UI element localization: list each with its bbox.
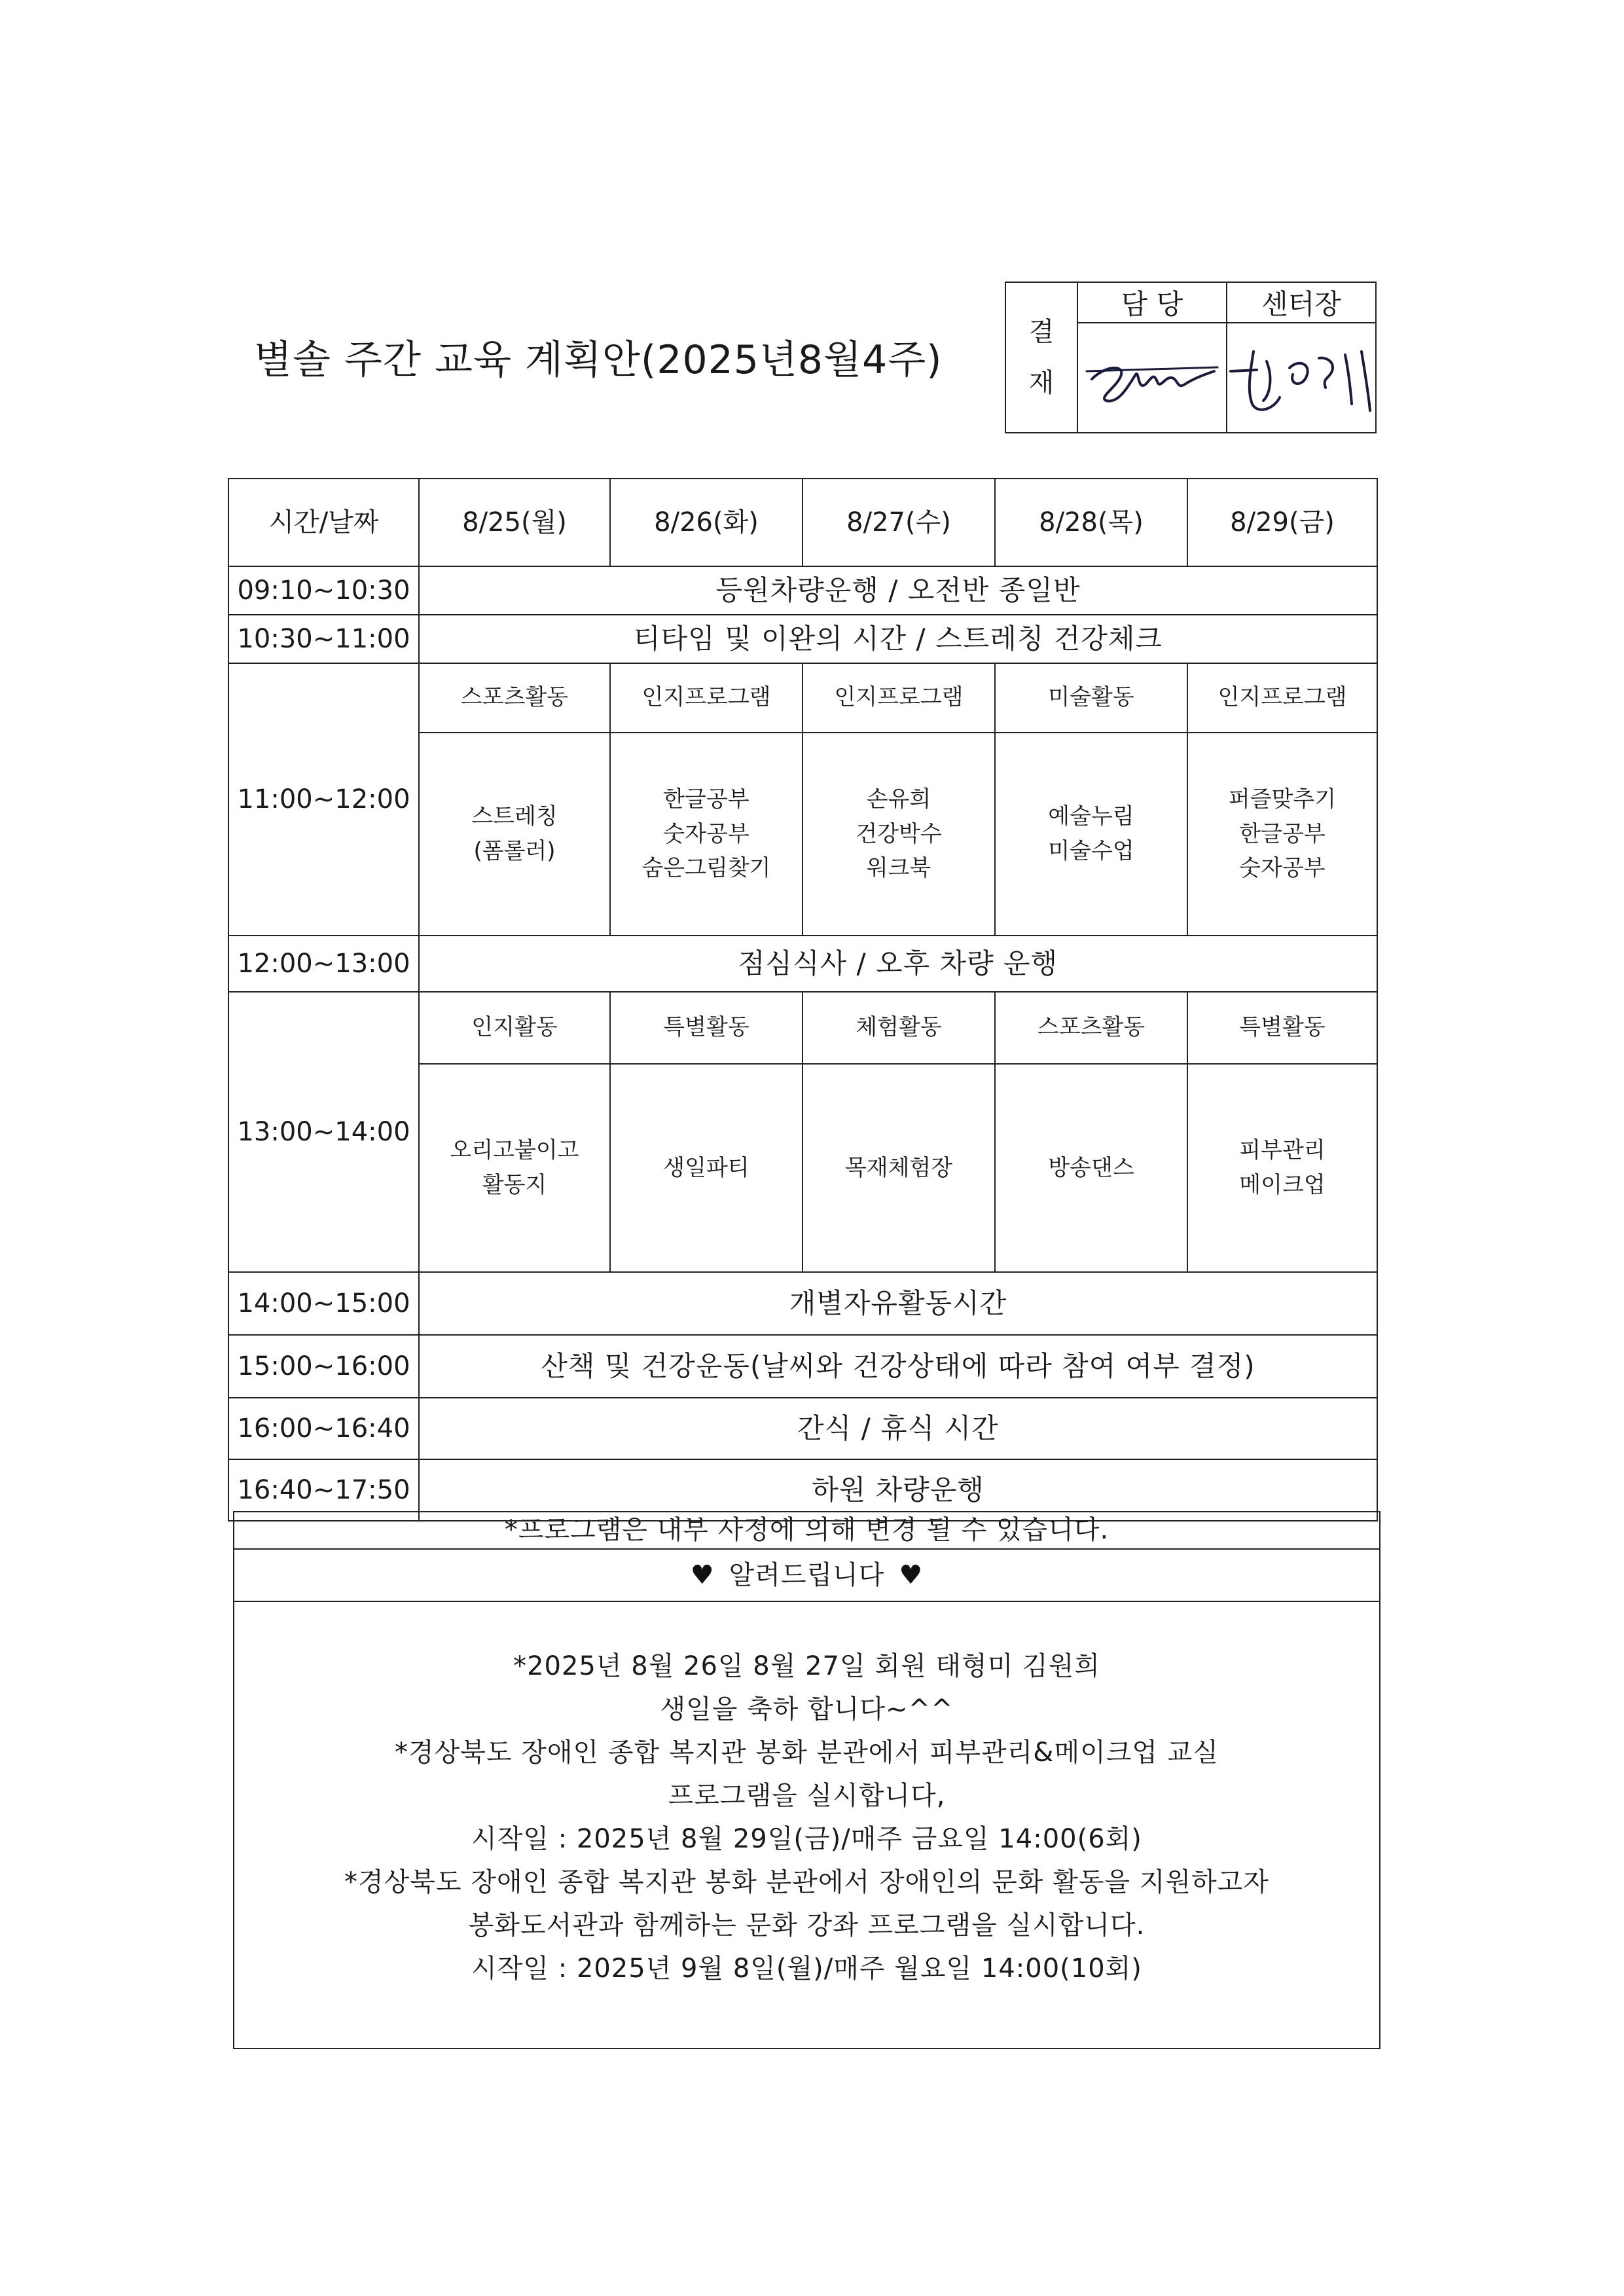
category-cell: 특별활동 — [610, 992, 803, 1064]
approval-box — [1005, 282, 1377, 433]
program-cell: 오리고붙이고 활동지 — [419, 1064, 610, 1272]
program-cell: 한글공부 숫자공부 숨은그림찾기 — [610, 733, 803, 936]
category-cell: 스포츠활동 — [995, 992, 1187, 1064]
schedule-row — [228, 1272, 1377, 1335]
announcement-heading: 알려드립니다 — [729, 1560, 885, 1590]
header-day-wed: 8/27(수) — [803, 479, 995, 566]
announcement-line: 봉화도서관과 함께하는 문화 강좌 프로그램을 실시합니다. — [468, 1910, 1146, 1941]
program-cell: 예술누림 미술수업 — [995, 733, 1187, 936]
announcement-line: 시작일 : 2025년 9월 8일(월)/매주 월요일 14:00(10회) — [471, 1954, 1142, 1984]
activity-cell: 산책 및 건강운동(날씨와 건강상태에 따라 참여 여부 결정) — [419, 1335, 1377, 1398]
category-row — [228, 992, 1377, 1064]
program-cell: 피부관리 메이크업 — [1187, 1064, 1377, 1272]
time-slot: 12:00~13:00 — [228, 936, 419, 992]
header-day-tue: 8/26(화) — [610, 479, 803, 566]
schedule-row — [228, 936, 1377, 992]
header-row — [228, 479, 1377, 566]
activity-cell: 점심식사 / 오후 차량 운행 — [419, 936, 1377, 992]
approval-label-char-2: 재 — [1028, 368, 1055, 398]
approval-label-char-1: 결 — [1028, 317, 1055, 347]
schedule-row — [228, 1398, 1377, 1459]
time-slot: 09:10~10:30 — [228, 566, 419, 615]
activity-cell: 등원차량운행 / 오전반 종일반 — [419, 566, 1377, 615]
schedule-row — [228, 615, 1377, 663]
approval-role-director: 센터장 — [1227, 282, 1376, 323]
weekly-schedule-table — [228, 478, 1378, 1522]
time-slot: 14:00~15:00 — [228, 1272, 419, 1335]
time-slot: 16:00~16:40 — [228, 1398, 419, 1459]
announcement-line: *경상북도 장애인 종합 복지관 봉화 분관에서 피부관리&메이크업 교실 — [394, 1738, 1219, 1768]
announcement-line: 생일을 축하 합니다~^^ — [660, 1694, 954, 1724]
director-signature — [1227, 323, 1376, 433]
time-slot: 10:30~11:00 — [228, 615, 419, 663]
header-day-mon: 8/25(월) — [419, 479, 610, 566]
announcement-heading-row — [233, 1548, 1380, 1601]
schedule-row — [228, 566, 1377, 615]
category-cell: 체험활동 — [803, 992, 995, 1064]
time-slot: 11:00~12:00 — [228, 663, 419, 936]
program-cell: 목재체험장 — [803, 1064, 995, 1272]
category-cell: 인지프로그램 — [803, 663, 995, 733]
category-cell: 특별활동 — [1187, 992, 1377, 1064]
announcement-line: *경상북도 장애인 종합 복지관 봉화 분관에서 장애인의 문화 활동을 지원하고자 — [344, 1867, 1269, 1897]
change-notice: *프로그램은 내부 사정에 의해 변경 될 수 있습니다. — [233, 1511, 1380, 1548]
staff-signature-drawing — [1080, 338, 1224, 417]
director-signature-drawing — [1227, 332, 1384, 424]
approval-role-staff: 담 당 — [1077, 282, 1227, 323]
time-slot: 15:00~16:00 — [228, 1335, 419, 1398]
time-slot: 16:40~17:50 — [228, 1459, 419, 1521]
category-cell: 미술활동 — [995, 663, 1187, 733]
heart-icon: ♥ — [899, 1560, 924, 1590]
header-time-label: 시간/날짜 — [228, 479, 419, 566]
program-cell: 방송댄스 — [995, 1064, 1187, 1272]
program-cell: 스트레칭 (폼롤러) — [419, 733, 610, 936]
header-day-thu: 8/28(목) — [995, 479, 1187, 566]
category-cell: 인지프로그램 — [610, 663, 803, 733]
announcement-line: 프로그램을 실시합니다, — [668, 1781, 946, 1811]
header-day-fri: 8/29(금) — [1187, 479, 1377, 566]
category-cell: 인지프로그램 — [1187, 663, 1377, 733]
category-cell: 인지활동 — [419, 992, 610, 1064]
program-cell: 퍼즐맞추기 한글공부 숫자공부 — [1187, 733, 1377, 936]
page-title: 별솔 주간 교육 계획안(2025년8월4주) — [254, 337, 943, 383]
time-slot: 13:00~14:00 — [228, 992, 419, 1272]
activity-cell: 하원 차량운행 — [419, 1459, 1377, 1521]
announcement-line: *2025년 8월 26일 8월 27일 회원 태형미 김원희 — [513, 1651, 1100, 1681]
program-cell: 손유희 건강박수 워크북 — [803, 733, 995, 936]
approval-label — [1005, 282, 1077, 433]
activity-cell: 간식 / 휴식 시간 — [419, 1398, 1377, 1459]
activity-cell: 개별자유활동시간 — [419, 1272, 1377, 1335]
activity-cell: 티타임 및 이완의 시간 / 스트레칭 건강체크 — [419, 615, 1377, 663]
schedule-row — [228, 1335, 1377, 1398]
heart-icon: ♥ — [690, 1560, 715, 1590]
notice-section — [233, 1511, 1380, 2049]
program-cell: 생일파티 — [610, 1064, 803, 1272]
category-row — [228, 663, 1377, 733]
announcement-body — [233, 1601, 1380, 2049]
staff-signature — [1077, 323, 1227, 433]
category-cell: 스포츠활동 — [419, 663, 610, 733]
announcement-line: 시작일 : 2025년 8월 29일(금)/매주 금요일 14:00(6회) — [471, 1824, 1142, 1854]
